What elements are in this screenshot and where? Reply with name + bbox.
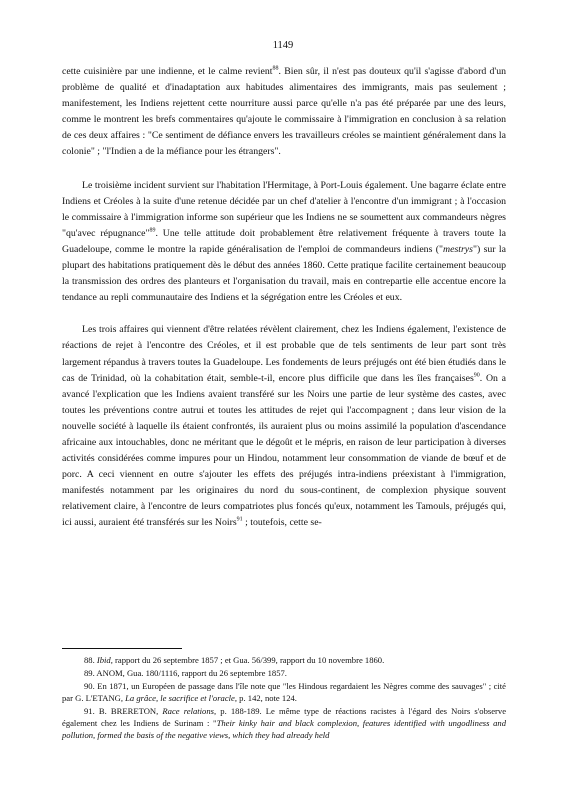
paragraph-2-italic-term: mestrys (443, 243, 473, 255)
footnote-ref-89[interactable]: 89 (149, 227, 156, 234)
footnote-90 (62, 680, 506, 704)
paragraph-3-text-a: Les trois affaires qui viennent d'être relatées révèlent clairement, chez les Indiens également, l'existence de réactions de rejet à l'encontre des Créoles, et il est probable que de tels sentiments de leur part sont très largement répandus à travers toutes la Guadeloupe. Les fondements de leurs préjugés ont été bien étudiés dans le cas de Trinidad, où la cohabitation était, semble-t-il, encore plus difficile que dans les îles françaises (62, 324, 506, 384)
footnote-88 (62, 654, 506, 666)
paragraph-3-text-b: . On a avancé l'explication que les Indiens avaient transféré sur les Noirs une partie de leur système des castes, avec toutes les préventions contre autrui et toutes les attitudes de rejet qui l'accompagnent ; dans leur vision de la nouvelle société à laquelle ils étaient confrontés, ils auraient plus ou moins assimilé la population d'ascendance africaine aux intouchables, donc ne méritant que le dégoût et le mépris, en raison de leur participation à diverses activités considérées comme impures pour un Hindou, notamment leur consommation de viande de bœuf et de porc. A ceci viennent en outre s'ajouter les effets des préjugés intra-indiens préexistant à l'immigration, manifestés notamment par les originaires du nord du sous-continent, de complexion physique souvent relativement claire, à l'encontre de leurs compatriotes plus foncés qu'eux, notamment les Tamouls, préjugés qui, ici aussi, auraient été transférés sur les Noirs (62, 372, 506, 529)
footnote-88-italic: Ibid (96, 655, 111, 665)
paragraph-3 (62, 322, 506, 531)
page-number: 1149 (272, 40, 294, 51)
footnote-ref-88[interactable]: 88 (272, 65, 279, 72)
footnote-90-text-a: 90. En 1871, un Européen de passage dans l'île note que "les Hindous regardaient les Nègres comme des sauvages" ; cité par G. L'ETANG, (62, 681, 506, 703)
footnote-91-text-b: , p. 188-189. Le même type de réactions racistes à l'égard des Noirs s'observe également chez les Indiens de Surinam : " (62, 706, 507, 728)
paragraph-2-text-b: . Une telle attitude doit probablement être relativement fréquente à travers toute la Guadeloupe, comme le montre la rapide généralisation de l'emploi de commandeurs indiens (" (62, 227, 506, 255)
footnote-ref-91[interactable]: 91 (236, 517, 243, 524)
footnotes (62, 654, 506, 742)
paragraph-1-text-b: . Bien sûr, il n'est pas douteux qu'il s'agisse d'abord d'un problème de qualité et d'inadaptation aux habitudes alimentaires des immigrants, mais pas seulement ; manifestement, les Indiens rejettent cette nourriture aussi parce qu'elle n'a pas été préparée par une des leurs, comme le montrent les brefs commentaires qu'ajoute le commissaire à l'immigration en conclusion à sa relation de ces deux affaires : "Ce sentiment de défiance envers les travailleurs créoles se maintient généralement dans la colonie" ; "l'Indien a de la méfiance pour les étrangers". (62, 66, 506, 158)
paragraph-2 (62, 178, 506, 307)
footnote-91-text-a: 91. B. BRERETON, (84, 706, 163, 716)
paragraph-1-text-a: cette cuisinière par une indienne, et le calme revient (62, 66, 273, 77)
paragraph-2-text-c: ") sur la plupart des habitations pratiquement dès le début des années 1860. Cette pratique facilite certainement beaucoup la transmission des ordres des planteurs et l'organisation du travail, mais en contrepartie elle accentue encore la tendance au repli communautaire des Indiens et la ségrégation entre les Créoles et eux. (62, 243, 506, 304)
footnote-89 (62, 667, 506, 679)
footnote-ref-90[interactable]: 90 (473, 372, 480, 379)
footnote-91-italic-b: Their kinky hair and black complexion, features identified with ungodliness and pollution, formed the basis of the negative views, which they had already held (62, 718, 506, 740)
paragraph-1 (62, 64, 506, 161)
footnote-89-text: 89. ANOM, Gua. 180/1116, rapport du 26 septembre 1857. (84, 668, 287, 678)
footnote-90-italic: La grâce, le sacrifice et l'oracle (125, 693, 235, 703)
footnote-91 (62, 705, 506, 741)
footnote-88-text-b: , rapport du 26 septembre 1857 ; et Gua. 56/399, rapport du 10 novembre 1860. (110, 655, 385, 665)
paragraph-2-text-a: Le troisième incident survient sur l'habitation l'Hermitage, à Port-Louis également. Une bagarre éclate entre Indiens et Créoles à la suite d'une retenue décidée par un chef d'atelier à l'encontre d'un immigrant ; à l'occasion le commissaire à l'immigration informe son supérieur que les Indiens ne se soumettent aux commandeurs nègres "qu'avec répugnance" (62, 179, 506, 239)
footnote-91-italic-a: Race relations (162, 706, 214, 716)
paragraph-3-text-c: ; toutefois, cette se- (242, 517, 322, 529)
footnote-divider (62, 648, 182, 649)
body-text (62, 64, 506, 532)
footnote-90-text-b: , p. 142, note 124. (234, 693, 297, 703)
footnote-88-text-a: 88. (84, 655, 97, 665)
